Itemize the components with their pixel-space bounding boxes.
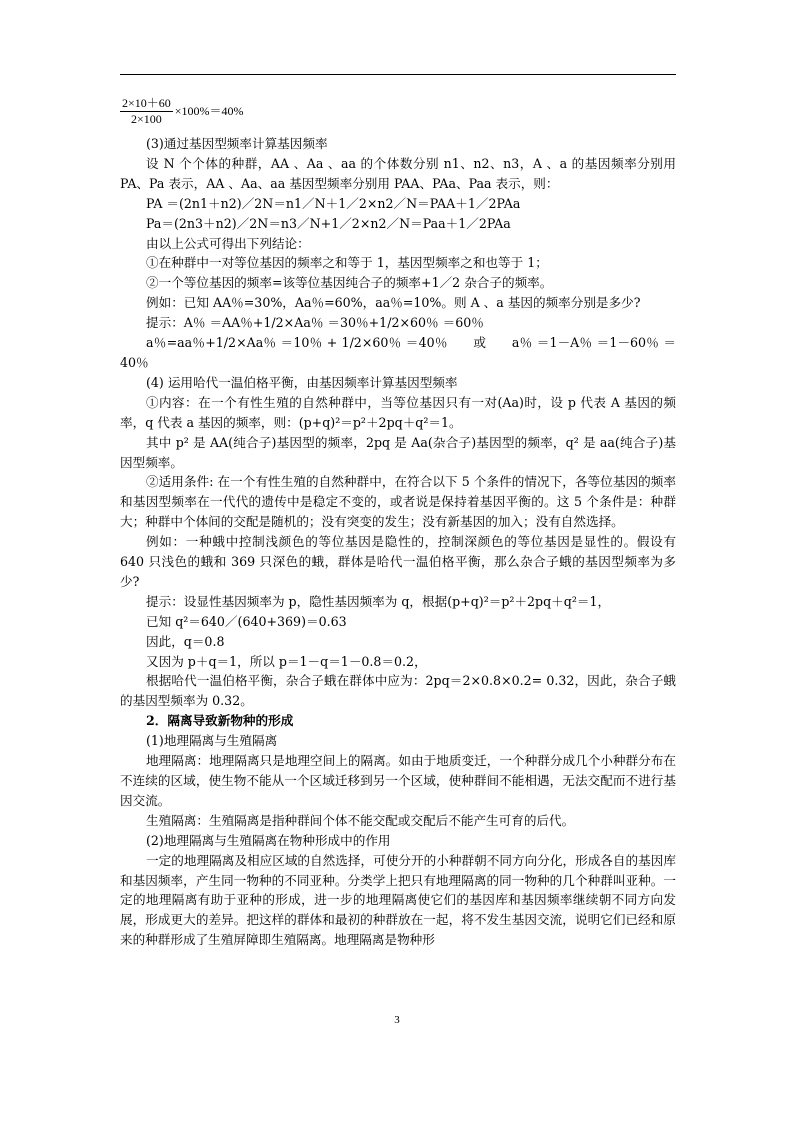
fraction-result: ×100%＝40% bbox=[174, 103, 244, 118]
hint: 根据哈代一温伯格平衡，杂合子蛾在群体中应为：2pq＝2×0.8×0.2= 0.32，因此，杂合子蛾的基因型频率为 0.32。 bbox=[120, 673, 676, 709]
fraction bbox=[120, 96, 173, 127]
fraction-formula bbox=[120, 96, 676, 134]
paragraph: ①内容：在一个有性生殖的自然种群中，当等位基因只有一对(Aa)时，设 p 代表 A 基因的频率，q 代表 a 基因的频率，则：(p+q)²＝p²＋2pq＋q²＝1。 bbox=[120, 394, 676, 430]
subheading: (2)地理隔离与生殖隔离在物种形成中的作用 bbox=[146, 832, 391, 848]
hint: 提示：设显性基因频率为 p，隐性基因频率为 q，根据(p+q)²＝p²＋2pq＋q²＝1， bbox=[146, 593, 611, 609]
paragraph: 一定的地理隔离及相应区域的自然选择，可使分开的小种群朝不同方向分化，形成各自的基因库和基因频率，产生同一物种的不同亚种。分类学上把只有地理隔离的同一物种的几个种群叫亚种。一定的地理隔离有助于亚种的形成，进一步的地理隔离使它们的基因库和基因频率继续朝不同方向发展，形成更大的差异。把这样的群体和最初的种群放在一起，将不发生基因交流，说明它们已经和原来的种群形成了生殖屏障即生殖隔离。地理隔离是物种形 bbox=[120, 852, 676, 948]
example: 例如：已知 AA％=30%，Aa％=60%，aa％=10%。则 A 、a 基因的频率分别是多少? bbox=[146, 295, 641, 311]
hint: 又因为 p＋q＝1，所以 p＝1－q＝1－0.8＝0.2， bbox=[146, 653, 427, 669]
subheading-4: (4) 运用哈代一温伯格平衡，由基因频率计算基因型频率 bbox=[146, 374, 458, 390]
hint: 提示：A％ ＝AA％+1/2×Aa％ ＝30％+1/2×60％ ＝60％ bbox=[146, 315, 484, 331]
fraction-denominator: 2×100 bbox=[131, 112, 162, 126]
hint: 因此，q＝0.8 bbox=[146, 633, 225, 649]
example: 例如：一种蛾中控制浅颜色的等位基因是隐性的，控制深颜色的等位基因是显性的。假设有 640 只浅色的蛾和 369 只深色的蛾，群体是哈代一温伯格平衡，那么杂合子蛾的基因型频率为多少? bbox=[120, 534, 676, 589]
conclusion-1: ①在种群中一对等位基因的频率之和等于 1，基因型频率之和也等于 1； bbox=[146, 255, 548, 271]
paragraph: 其中 p² 是 AA(纯合子)基因型的频率，2pq 是 Aa(杂合子)基因型的频率，q² 是 aa(纯合子)基因型频率。 bbox=[120, 434, 676, 470]
paragraph: 设 N 个个体的种群，AA 、Aa 、aa 的个体数分别 n1、n2、n3，A 、a 的基因频率分别用 PA、Pa 表示，AA 、Aa、aa 基因型频率分别用 PAA、PAa、Paa 表示，则： bbox=[120, 155, 676, 191]
paragraph: ②适用条件: 在一个有性生殖的自然种群中，在符合以下 5 个条件的情况下，各等位基因的频率和基因型频率在一代代的遗传中是稳定不变的，或者说是保持着基因平衡的。这 5 个条件是：种群大；种群中个体间的交配是随机的；没有突变的发生；没有新基因的加入；没有自然选择。 bbox=[120, 474, 676, 530]
fraction-numerator: 2×10＋60 bbox=[122, 96, 171, 110]
section-heading-2: 2．隔离导致新物种的形成 bbox=[146, 713, 294, 729]
page-number: 3 bbox=[394, 1014, 400, 1026]
paragraph: 由以上公式可得出下列结论： bbox=[146, 235, 310, 251]
formula-pa: PA ＝(2n1＋n2)／2N＝n1／N＋1／2×n2／N＝PAA＋1／2PAa bbox=[146, 195, 521, 211]
formula-pa-small: Pa＝(2n3＋n2)／2N＝n3／N+1／2×n2／N＝Paa＋1／2PAa bbox=[146, 215, 511, 231]
conclusion-2: ②一个等位基因的频率=该等位基因纯合子的频率+1／2 杂合子的频率。 bbox=[146, 275, 553, 291]
paragraph: 生殖隔离：生殖隔离是指种群间个体不能交配或交配后不能产生可育的后代。 bbox=[146, 812, 575, 828]
header-rule bbox=[120, 74, 676, 75]
document-body bbox=[120, 96, 676, 950]
paragraph: 地理隔离：地理隔离只是地理空间上的隔离。如由于地质变迁，一个种群分成几个小种群分布在不连续的区域，使生物不能从一个区域迁移到另一个区域，使种群间不能相遇，无法交配而不进行基因交流。 bbox=[120, 753, 676, 808]
hint: a％=aa％+1/2×Aa％ ＝10％ + 1/2×60％ ＝40％ 或 a％ ＝1－A％ ＝1－60％ ＝40％ bbox=[120, 335, 676, 370]
subheading: (1)地理隔离与生殖隔离 bbox=[146, 733, 278, 749]
hint: 已知 q²＝640／(640+369)＝0.63 bbox=[146, 613, 347, 629]
subheading-3: (3)通过基因型频率计算基因频率 bbox=[146, 136, 328, 151]
